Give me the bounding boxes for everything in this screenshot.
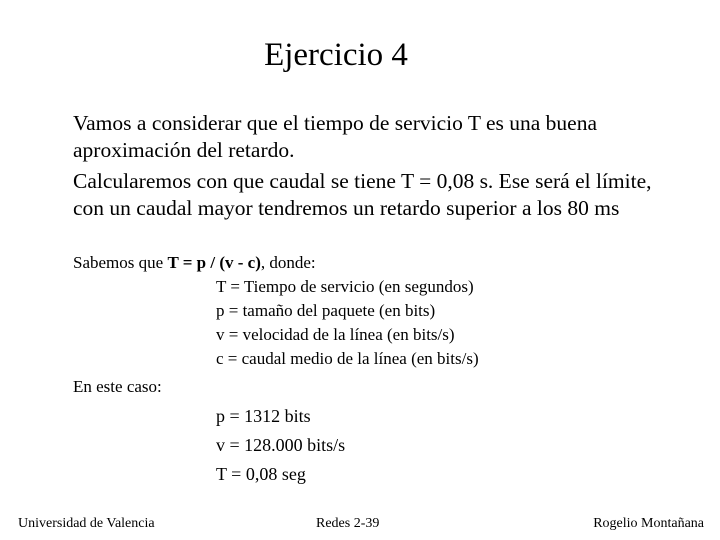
value-v: v = 128.000 bits/s bbox=[216, 435, 346, 455]
definition-c: c = caudal medio de la línea (en bits/s) bbox=[216, 349, 479, 368]
definition-p: p = tamaño del paquete (en bits) bbox=[216, 301, 436, 320]
footer-university: Universidad de Valencia bbox=[18, 516, 155, 531]
formula-intro: Sabemos que bbox=[73, 253, 168, 272]
formula-suffix: , donde: bbox=[260, 253, 316, 272]
formula-line bbox=[73, 253, 316, 273]
footer-slide-number: Redes 2-39 bbox=[316, 516, 380, 531]
paragraph-service-time: Vamos a considerar que el tiempo de servicio T es una buena aproximación del retardo. bbox=[73, 111, 597, 162]
slide-title: Ejercicio 4 bbox=[264, 37, 408, 73]
paragraph-caudal-limit: Calcularemos con que caudal se tiene T = 0,08 s. Ese será el límite, con un caudal mayor tendremos un retardo superior a los 80 ms bbox=[73, 169, 652, 220]
case-label: En este caso: bbox=[73, 377, 162, 396]
formula: T = p / (v - c) bbox=[167, 253, 261, 272]
definition-v: v = velocidad de la línea (en bits/s) bbox=[216, 325, 455, 344]
value-T: T = 0,08 seg bbox=[216, 464, 306, 484]
definition-T: T = Tiempo de servicio (en segundos) bbox=[216, 277, 474, 296]
footer-author: Rogelio Montañana bbox=[593, 516, 704, 531]
value-p: p = 1312 bits bbox=[216, 406, 311, 426]
